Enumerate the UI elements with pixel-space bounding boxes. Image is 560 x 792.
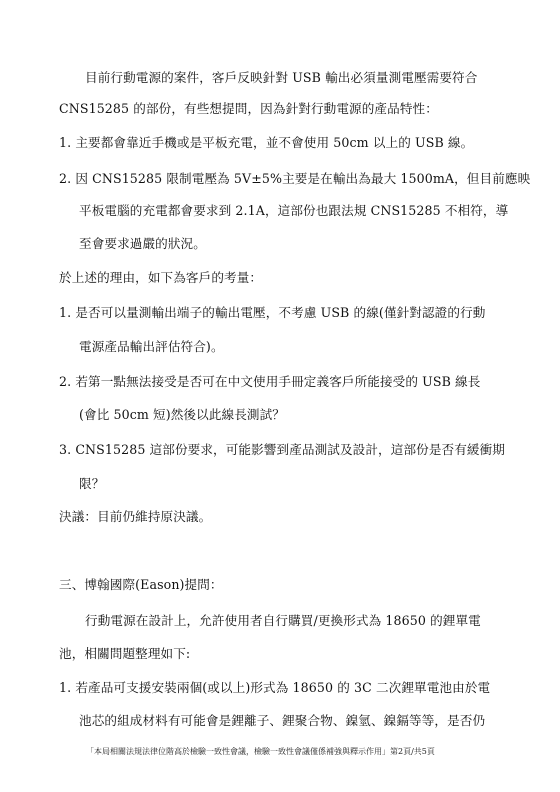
paragraph-line: 池，相關問題整理如下: [59,646,191,661]
page-footer: 「本局相關法規法律位階高於檢驗一致性會議，檢驗一致性會議僅係補強與釋示作用」第2頁/共5頁 [86,747,435,756]
list-item: 1. 是否可以量測輸出端子的輸出電壓，不考慮 USB 的線(僅針對認證的行動 [59,305,486,320]
list-item: 2. 因 CNS15285 限制電壓為 5V±5%主要是在輸出為最大 1500mA，但目前應映 [59,171,531,186]
list-item-continuation: 平板電腦的充電都會要求到 2.1A，這部份也跟法規 CNS15285 不相符，導 [79,203,509,218]
list-item: 1. 主要都會靠近手機或是平板充電，並不會使用 50cm 以上的 USB 線。 [59,135,474,150]
list-item: 1. 若產品可支援安裝兩個(或以上)形式為 18650 的 3C 二次鋰單電池由於電 [59,680,491,695]
paragraph-line: CNS15285 的部份，有些想提問，因為針對行動電源的產品特性： [59,101,438,116]
list-item: 2. 若第一點無法接受是否可在中文使用手冊定義客戶所能接受的 USB 線長 [59,374,481,389]
resolution-line: 決議：目前仍維持原決議。 [59,509,212,524]
list-item-continuation: 池芯的組成材料有可能會是鋰離子、鋰聚合物、鎳氫、鎳鎘等等，是否仍 [79,713,486,728]
paragraph-line: 於上述的理由，如下為客戶的考量： [59,270,263,285]
list-item-continuation: 至會要求過嚴的狀況。 [79,236,206,251]
paragraph-line: 目前行動電源的案件，客戶反映針對 USB 輸出必須量測電壓需要符合 [85,70,478,85]
list-item-continuation: 電源產品輸出評估符合)。 [79,339,224,354]
paragraph-line: 行動電源在設計上，允許使用者自行購買/更換形式為 18650 的鋰單電 [85,613,481,628]
section-heading: 三、博翰國際(Eason)提問： [59,577,223,592]
list-item-continuation: (會比 50cm 短)然後以此線長測試？ [79,407,285,422]
list-item-continuation: 限？ [79,476,105,491]
list-item: 3. CNS15285 這部份要求，可能影響到產品測試及設計，這部份是否有緩衝期 [59,442,505,457]
